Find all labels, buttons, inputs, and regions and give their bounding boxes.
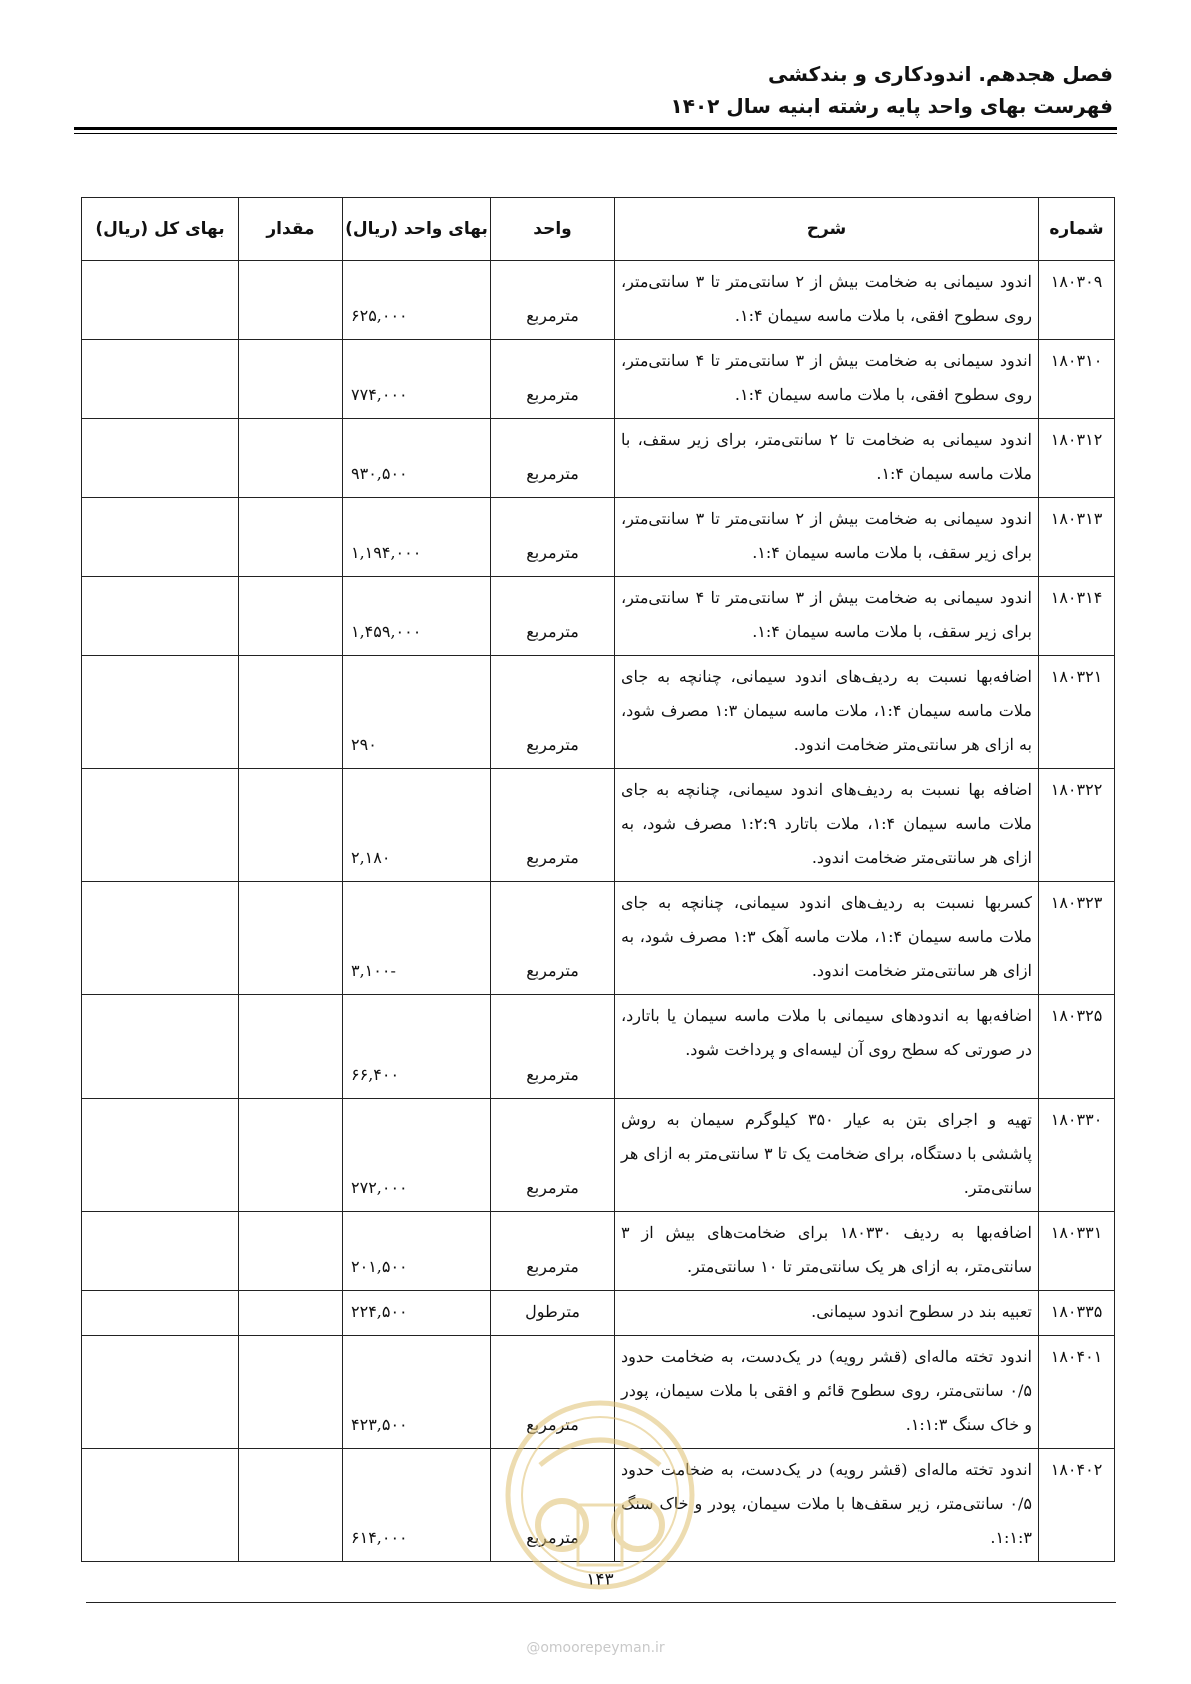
col-header-number: شماره	[1039, 198, 1115, 261]
price-table	[81, 197, 1115, 1562]
cell-total	[82, 1336, 239, 1449]
cell-quantity	[239, 340, 343, 419]
cell-quantity	[239, 1336, 343, 1449]
col-header-description: شرح	[615, 198, 1039, 261]
cell-unit-price: ۹۳۰,۵۰۰	[343, 419, 491, 498]
cell-unit: مترمربع	[491, 769, 615, 882]
cell-quantity	[239, 995, 343, 1099]
cell-number: ۱۸۰۳۲۱	[1039, 656, 1115, 769]
col-header-unit-price: بهای واحد (ریال)	[343, 198, 491, 261]
cell-description: اندود تخته ماله‌ای (قشر رویه) در یک‌دست، به ضخامت حدود ۰/۵ سانتی‌متر، زیر سقف‌ها با ملات سیمان، پودر و خاک سنگ ۱:۱:۳.	[615, 1449, 1039, 1562]
cell-total	[82, 1449, 239, 1562]
cell-quantity	[239, 577, 343, 656]
cell-unit: مترمربع	[491, 577, 615, 656]
cell-quantity	[239, 261, 343, 340]
cell-quantity	[239, 1291, 343, 1336]
cell-total	[82, 1099, 239, 1212]
cell-unit-price: ۲۰۱,۵۰۰	[343, 1212, 491, 1291]
cell-unit: مترمربع	[491, 882, 615, 995]
cell-number: ۱۸۰۳۱۴	[1039, 577, 1115, 656]
cell-description: اندود سیمانی به ضخامت بیش از ۳ سانتی‌متر تا ۴ سانتی‌متر، برای زیر سقف، با ملات ماسه سیمان ۱:۴.	[615, 577, 1039, 656]
cell-number: ۱۸۰۴۰۲	[1039, 1449, 1115, 1562]
cell-quantity	[239, 1099, 343, 1212]
cell-unit-price: ۲۷۲,۰۰۰	[343, 1099, 491, 1212]
cell-total	[82, 1212, 239, 1291]
cell-total	[82, 882, 239, 995]
cell-number: ۱۸۰۳۱۲	[1039, 419, 1115, 498]
cell-unit: مترمربع	[491, 656, 615, 769]
page-header	[73, 58, 1113, 122]
cell-unit-price: ۲۲۴,۵۰۰	[343, 1291, 491, 1336]
cell-total	[82, 656, 239, 769]
cell-description: اندود سیمانی به ضخامت بیش از ۳ سانتی‌متر تا ۴ سانتی‌متر، روی سطوح افقی، با ملات ماسه سیمان ۱:۴.	[615, 340, 1039, 419]
table-row	[82, 882, 1115, 995]
cell-total	[82, 261, 239, 340]
cell-description: اندود تخته ماله‌ای (قشر رویه) در یک‌دست، به ضخامت حدود ۰/۵ سانتی‌متر، روی سطوح قائم و افقی با ملات سیمان، پودر و خاک سنگ ۱:۱:۳.	[615, 1336, 1039, 1449]
cell-unit: مترمربع	[491, 1099, 615, 1212]
cell-unit-price: ۶۲۵,۰۰۰	[343, 261, 491, 340]
cell-total	[82, 995, 239, 1099]
table-body	[82, 261, 1115, 1562]
cell-unit: مترمربع	[491, 498, 615, 577]
table-row	[82, 769, 1115, 882]
footer-rule	[86, 1602, 1116, 1603]
cell-unit: مترمربع	[491, 995, 615, 1099]
table-row	[82, 261, 1115, 340]
site-watermark: @omoorepeyman.ir	[526, 1640, 665, 1656]
cell-number: ۱۸۰۳۰۹	[1039, 261, 1115, 340]
cell-description: اندود سیمانی به ضخامت تا ۲ سانتی‌متر، برای زیر سقف، با ملات ماسه سیمان ۱:۴.	[615, 419, 1039, 498]
cell-total	[82, 769, 239, 882]
cell-total	[82, 577, 239, 656]
table-row	[82, 340, 1115, 419]
cell-number: ۱۸۰۳۳۰	[1039, 1099, 1115, 1212]
table-header-row	[82, 198, 1115, 261]
table-row	[82, 656, 1115, 769]
cell-total	[82, 419, 239, 498]
cell-unit-price: ۲,۱۸۰	[343, 769, 491, 882]
cell-number: ۱۸۰۳۳۱	[1039, 1212, 1115, 1291]
table-row	[82, 1291, 1115, 1336]
cell-unit-price: ۷۷۴,۰۰۰	[343, 340, 491, 419]
cell-description: اضافه‌بها به ردیف ۱۸۰۳۳۰ برای ضخامت‌های بیش از ۳ سانتی‌متر، به ازای هر یک سانتی‌متر تا ۱۰ سانتی‌متر.	[615, 1212, 1039, 1291]
header-rule	[74, 127, 1117, 130]
cell-unit: مترمربع	[491, 1336, 615, 1449]
cell-description: اضافه‌بها به اندودهای سیمانی با ملات ماسه سیمان یا باتارد، در صورتی که سطح روی آن لیسه‌ای و پرداخت شود.	[615, 995, 1039, 1099]
cell-quantity	[239, 656, 343, 769]
cell-description: اندود سیمانی به ضخامت بیش از ۲ سانتی‌متر تا ۳ سانتی‌متر، برای زیر سقف، با ملات ماسه سیمان ۱:۴.	[615, 498, 1039, 577]
cell-quantity	[239, 882, 343, 995]
cell-quantity	[239, 1212, 343, 1291]
cell-unit: مترمربع	[491, 1449, 615, 1562]
cell-unit-price: ۴۲۳,۵۰۰	[343, 1336, 491, 1449]
cell-description: اندود سیمانی به ضخامت بیش از ۲ سانتی‌متر تا ۳ سانتی‌متر، روی سطوح افقی، با ملات ماسه سیمان ۱:۴.	[615, 261, 1039, 340]
table-row	[82, 1212, 1115, 1291]
cell-quantity	[239, 498, 343, 577]
table-row	[82, 419, 1115, 498]
cell-number: ۱۸۰۳۲۵	[1039, 995, 1115, 1099]
cell-number: ۱۸۰۳۲۳	[1039, 882, 1115, 995]
cell-unit: مترطول	[491, 1291, 615, 1336]
cell-description: اضافه‌بها نسبت به ردیف‌های اندود سیمانی، چنانچه به جای ملات ماسه سیمان ۱:۴، ملات ماسه سیمان ۱:۳ مصرف شود، به ازای هر سانتی‌متر ضخامت اندود.	[615, 656, 1039, 769]
cell-unit-price: ۶۱۴,۰۰۰	[343, 1449, 491, 1562]
cell-unit: مترمربع	[491, 261, 615, 340]
cell-unit-price: ۱,۴۵۹,۰۰۰	[343, 577, 491, 656]
cell-quantity	[239, 1449, 343, 1562]
cell-total	[82, 1291, 239, 1336]
cell-number: ۱۸۰۴۰۱	[1039, 1336, 1115, 1449]
cell-unit: مترمربع	[491, 419, 615, 498]
cell-unit-price: -۳,۱۰۰	[343, 882, 491, 995]
cell-number: ۱۸۰۳۳۵	[1039, 1291, 1115, 1336]
col-header-quantity: مقدار	[239, 198, 343, 261]
price-list-subtitle: فهرست بهای واحد پایه رشته ابنیه سال ۱۴۰۲	[670, 94, 1113, 118]
cell-description: اضافه بها نسبت به ردیف‌های اندود سیمانی، چنانچه به جای ملات ماسه سیمان ۱:۴، ملات باتارد ۱:۲:۹ مصرف شود، به ازای هر سانتی‌متر ضخامت اندود.	[615, 769, 1039, 882]
cell-unit: مترمربع	[491, 340, 615, 419]
cell-total	[82, 340, 239, 419]
col-header-total: بهای کل (ریال)	[82, 198, 239, 261]
cell-unit: مترمربع	[491, 1212, 615, 1291]
cell-quantity	[239, 769, 343, 882]
cell-description: تهیه و اجرای بتن به عیار ۳۵۰ کیلوگرم سیمان به روش پاششی با دستگاه، برای ضخامت یک تا ۳ سانتی‌متر به ازای هر سانتی‌متر.	[615, 1099, 1039, 1212]
table-row	[82, 995, 1115, 1099]
cell-number: ۱۸۰۳۲۲	[1039, 769, 1115, 882]
table-row	[82, 498, 1115, 577]
cell-description: تعبیه بند در سطوح اندود سیمانی.	[615, 1291, 1039, 1336]
page-number: ۱۴۳	[586, 1570, 614, 1590]
cell-unit-price: ۱,۱۹۴,۰۰۰	[343, 498, 491, 577]
cell-unit-price: ۶۶,۴۰۰	[343, 995, 491, 1099]
table-row	[82, 577, 1115, 656]
chapter-title: فصل هجدهم. اندودکاری و بندکشی	[768, 62, 1113, 86]
cell-unit-price: ۲۹۰	[343, 656, 491, 769]
cell-number: ۱۸۰۳۱۳	[1039, 498, 1115, 577]
cell-description: کسربها نسبت به ردیف‌های اندود سیمانی، چنانچه به جای ملات ماسه سیمان ۱:۴، ملات ماسه آهک ۱:۳ مصرف شود، به ازای هر سانتی‌متر ضخامت اندود.	[615, 882, 1039, 995]
table-row	[82, 1449, 1115, 1562]
cell-total	[82, 498, 239, 577]
cell-quantity	[239, 419, 343, 498]
cell-number: ۱۸۰۳۱۰	[1039, 340, 1115, 419]
col-header-unit: واحد	[491, 198, 615, 261]
header-rule-thin	[74, 133, 1117, 134]
table-row	[82, 1336, 1115, 1449]
table-row	[82, 1099, 1115, 1212]
